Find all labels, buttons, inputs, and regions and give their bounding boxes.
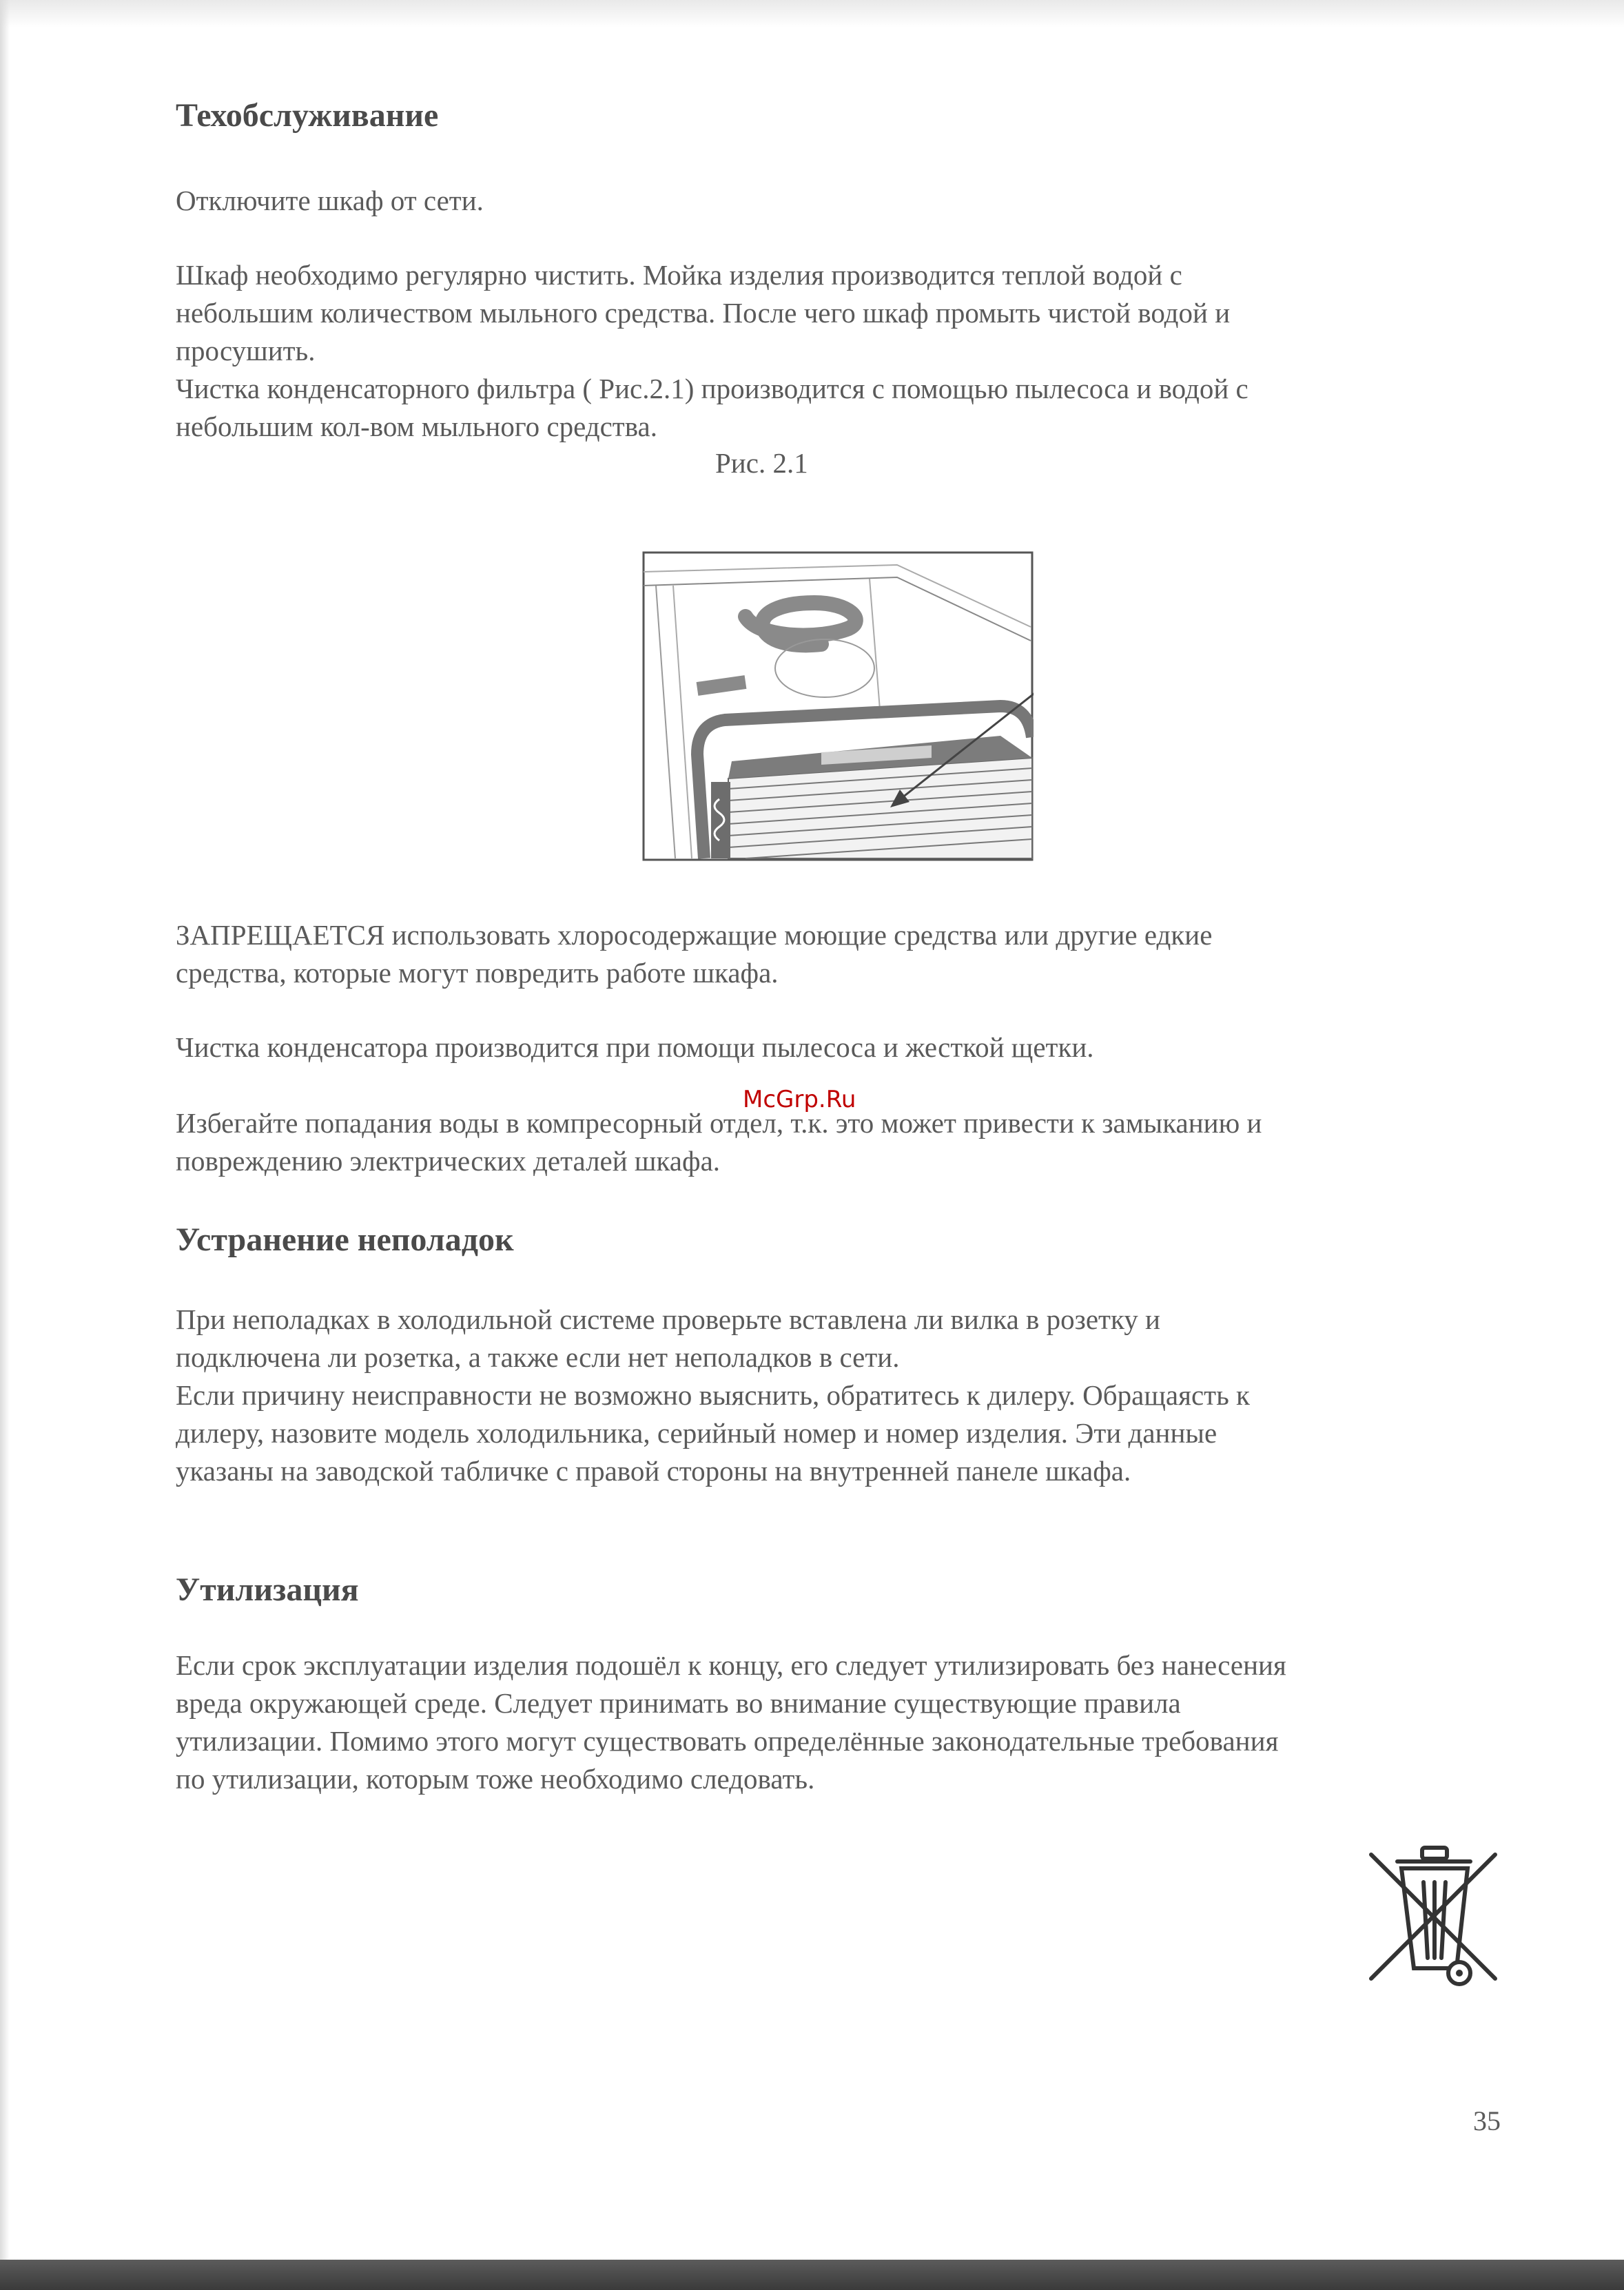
condenser-filter-diagram — [642, 551, 1034, 861]
disposal-line: по утилизации, которым тоже необходимо следовать. — [176, 1763, 815, 1795]
disposal-line: вреда окружающей среде. Следует принимать во внимание существующие правила — [176, 1687, 1181, 1719]
warning-line: ЗАПРЕЩАЕТСЯ использовать хлоросодержащие моющие средства или другие едкие — [176, 919, 1213, 951]
scan-top-shadow — [0, 0, 1624, 28]
unplug-text: Отключите шкаф от сети. — [176, 185, 484, 216]
condenser-text: Чистка конденсатора производится при помощи пылесоса и жесткой щетки. — [176, 1031, 1094, 1063]
troubleshooting-line: При неполадках в холодильной системе проверьте вставлена ли вилка в розетку и — [176, 1303, 1160, 1335]
cleaning-line: просушить. — [176, 335, 316, 367]
disposal-heading: Утилизация — [176, 1571, 359, 1608]
figure-caption: Рис. 2.1 — [715, 447, 808, 479]
page-number: 35 — [1473, 2105, 1501, 2136]
cleaning-line: Шкаф необходимо регулярно чистить. Мойка изделия производится теплой водой с — [176, 259, 1182, 291]
troubleshooting-line: Если причину неисправности не возможно выяснить, обратитесь к дилеру. Обращаясть к — [176, 1379, 1250, 1411]
troubleshooting-heading: Устранение неполадок — [176, 1221, 514, 1258]
troubleshooting-line: подключена ли розетка, а также если нет неполадков в сети. — [176, 1341, 900, 1373]
water-line: Избегайте попадания воды в компресорный отдел, т.к. это может привести к замыканию и — [176, 1107, 1262, 1139]
cleaning-line: небольшим количеством мыльного средства. После чего шкаф промыть чистой водой и — [176, 297, 1231, 329]
warning-line: средства, которые могут повредить работе шкафа. — [176, 957, 779, 989]
water-line: повреждению электрических деталей шкафа. — [176, 1145, 721, 1177]
cleaning-line: Чистка конденсаторного фильтра ( Рис.2.1) производится с помощью пылесоса и водой с — [176, 373, 1248, 404]
cleaning-line: небольшим кол-вом мыльного средства. — [176, 411, 657, 442]
maintenance-heading: Техобслуживание — [176, 97, 439, 134]
scan-left-shadow — [0, 0, 10, 2290]
disposal-line: Если срок эксплуатации изделия подошёл к концу, его следует утилизировать без нанесения — [176, 1649, 1286, 1681]
watermark: McGrp.Ru — [743, 1086, 856, 1113]
disposal-line: утилизации. Помимо этого могут существовать определённые законодательные требования — [176, 1725, 1279, 1757]
crossed-out-wheelie-bin-icon — [1367, 1841, 1499, 1990]
scan-bottom-edge — [0, 2260, 1624, 2290]
troubleshooting-line: указаны на заводской табличке с правой стороны на внутренней панеле шкафа. — [176, 1455, 1131, 1487]
troubleshooting-line: дилеру, назовите модель холодильника, серийный номер и номер изделия. Эти данные — [176, 1417, 1217, 1449]
